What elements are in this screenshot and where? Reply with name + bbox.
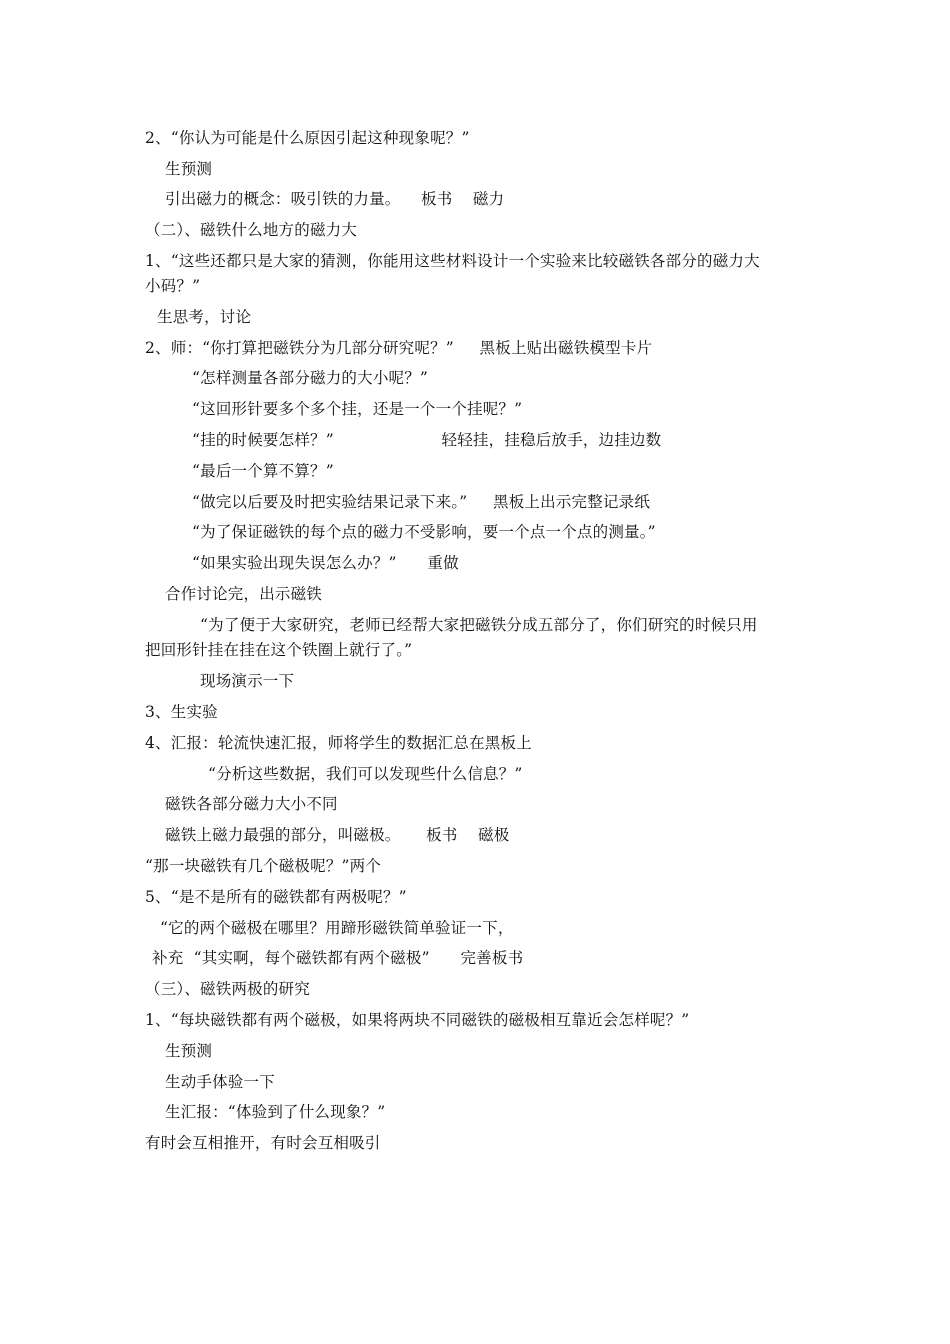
text-line: “做完以后要及时把实验结果记录下来。” 黑板上出示完整记录纸 bbox=[192, 493, 651, 511]
text-line: “那一块磁铁有几个磁极呢？”两个 bbox=[145, 857, 382, 875]
text-line: 5、“是不是所有的磁铁都有两极呢？” bbox=[145, 888, 407, 906]
text-line: 有时会互相推开，有时会互相吸引 bbox=[145, 1134, 381, 1152]
text-line: 生动手体验一下 bbox=[165, 1073, 275, 1091]
text-line: 现场演示一下 bbox=[200, 672, 295, 690]
text-line: “挂的时候要怎样？” 轻轻挂，挂稳后放手，边挂边数 bbox=[192, 431, 662, 449]
text-line: “如果实验出现失误怎么办？” 重做 bbox=[192, 554, 459, 572]
text-line: 生思考，讨论 bbox=[157, 308, 252, 326]
text-line: 合作讨论完，出示磁铁 bbox=[165, 585, 323, 603]
text-line: “它的两个磁极在哪里？用蹄形磁铁简单验证一下， bbox=[160, 919, 514, 937]
text-line: 1、“每块磁铁都有两个磁极，如果将两块不同磁铁的磁极相互靠近会怎样呢？” bbox=[145, 1011, 690, 1029]
section-heading: （二）、磁铁什么地方的磁力大 bbox=[145, 221, 358, 239]
text-line: “这回形针要多个多个挂，还是一个一个挂呢？” bbox=[192, 400, 523, 418]
text-line: “为了便于大家研究，老师已经帮大家把磁铁分成五部分了，你们研究的时候只用 bbox=[200, 616, 758, 634]
text-line: “为了保证磁铁的每个点的磁力不受影响，要一个点一个点的测量。” bbox=[192, 523, 656, 541]
text-line: “分析这些数据，我们可以发现些什么信息？” bbox=[208, 765, 523, 783]
text-line: 磁铁上磁力最强的部分，叫磁极。 板书 磁极 bbox=[165, 826, 510, 844]
text-line: 生汇报：“体验到了什么现象？” bbox=[165, 1103, 386, 1121]
text-line: 磁铁各部分磁力大小不同 bbox=[165, 795, 338, 813]
text-line: 2、“你认为可能是什么原因引起这种现象呢？” bbox=[145, 129, 470, 147]
text-line: 3、生实验 bbox=[145, 703, 218, 721]
text-line: “最后一个算不算？” bbox=[192, 462, 334, 480]
text-line: “怎样测量各部分磁力的大小呢？” bbox=[192, 369, 429, 387]
text-line: 引出磁力的概念：吸引铁的力量。 板书 磁力 bbox=[165, 190, 505, 208]
text-line: 小码？” bbox=[145, 277, 201, 295]
text-line: 2、师：“你打算把磁铁分为几部分研究呢？” 黑板上贴出磁铁模型卡片 bbox=[145, 339, 653, 357]
text-line: 生预测 bbox=[165, 160, 213, 178]
text-line: 把回形针挂在挂在这个铁圈上就行了。” bbox=[145, 641, 413, 659]
text-line: 生预测 bbox=[165, 1042, 213, 1060]
text-line: 补充 “其实啊，每个磁铁都有两个磁极” 完善板书 bbox=[152, 949, 524, 967]
text-line: 4、汇报：轮流快速汇报，师将学生的数据汇总在黑板上 bbox=[145, 734, 532, 752]
text-line: 1、“这些还都只是大家的猜测，你能用这些材料设计一个实验来比较磁铁各部分的磁力大 bbox=[145, 252, 760, 270]
section-heading: （三）、磁铁两极的研究 bbox=[145, 980, 310, 998]
